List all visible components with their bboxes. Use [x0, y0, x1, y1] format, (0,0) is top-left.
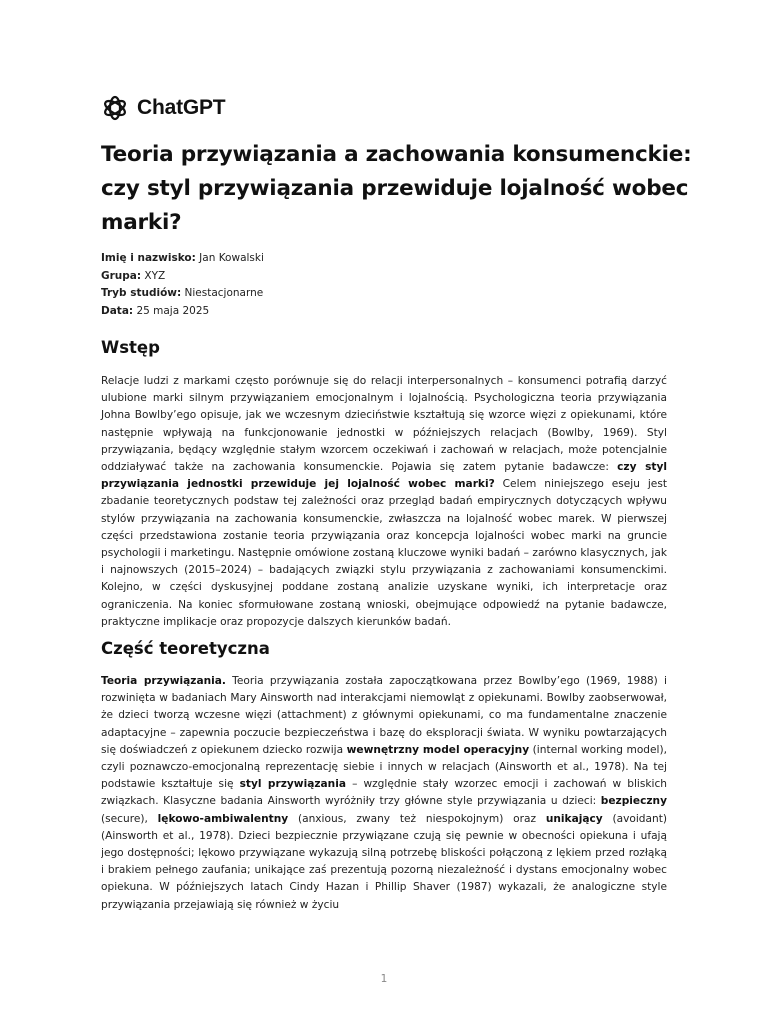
theory-term-anxious: lękowo-ambiwalentny: [157, 812, 289, 825]
chatgpt-logo: [101, 94, 225, 122]
theory-term-style: styl przywiązania: [239, 778, 347, 791]
theory-text-3: – względnie stały wzorzec emocji i zachowań w bliskich związkach. Klasyczne badania Ainsworth wyróżniły trzy główne style przywiązania u dzieci:: [101, 778, 667, 808]
meta-date-value: 25 maja 2025: [133, 304, 210, 317]
theory-text-1: Teoria przywiązania została zapoczątkowana przez Bowlby’ego (1969, 1988) i rozwinięta w badaniach Mary Ainsworth nad interakcjami niemowląt z opiekunami. Bowlby zaobserwował, że dzieci tworzą wczesne więzi (attachment) z głównymi opiekunami, co ma fundamentalne znaczenie adaptacyjne – zapewnia poczucie bezpieczeństwa i bazę do eksploracji świata. W wyniku powtarzających się doświadczeń z opiekunem dziecko rozwija: [101, 675, 667, 756]
theory-text-5: (anxious, zwany też niespokojnym) oraz: [288, 812, 546, 825]
openai-logo-icon: [101, 94, 129, 122]
section-heading-intro: Wstęp: [101, 338, 160, 357]
document-title: Teoria przywiązania a zachowania konsumenckie: czy styl przywiązania przewiduje lojalność wobec marki?: [101, 142, 692, 235]
meta-name: [101, 250, 661, 268]
meta-mode: [101, 285, 661, 303]
theory-term-avoidant: unikający: [545, 812, 603, 825]
intro-paragraph: [101, 373, 667, 631]
theory-term-model: wewnętrzny model operacyjny: [346, 743, 530, 756]
meta-name-value: Jan Kowalski: [195, 252, 264, 264]
meta-group-label: Grupa:: [101, 269, 142, 282]
meta-name-label: Imię i nazwisko:: [101, 252, 196, 264]
meta-group: [101, 268, 661, 286]
brand-name: ChatGPT: [137, 96, 226, 119]
theory-text-2: (internal working model), czyli poznawczo-emocjonalną reprezentację siebie i innych w relacjach (Ainsworth et al., 1978). Na tej podstawie kształtuje się: [101, 743, 667, 791]
theory-paragraph: [101, 673, 667, 913]
theory-text-4: (secure),: [101, 812, 158, 825]
intro-text-1: Relacje ludzi z markami często porównuje się do relacji interpersonalnych – konsumenci potrafią darzyć ulubione marki silnym przywiązaniem emocjonalnym i lojalnością. Psychologiczna teoria przywiązania Johna Bowlby’ego opisuje, jak we wczesnym dzieciństwie kształtują się wzorce więzi z opiekunami, które następnie wpływają na funkcjonowanie jednostki w późniejszych relacjach (Bowlby, 1969). Styl przywiązania, będący względnie stałym wzorcem oczekiwań i zachowań w relacjach, może potencjalnie oddziaływać także na zachowania konsumenckie. Pojawia się zatem pytanie badawcze:: [101, 375, 667, 474]
meta-date: [101, 303, 661, 321]
meta-date-label: Data:: [101, 304, 134, 317]
intro-text-2: Celem niniejszego eseju jest zbadanie teoretycznych podstaw tej zależności oraz przegląd badań empirycznych dotyczących wpływu stylów przywiązania na zachowania konsumenckie, zwłaszcza na lojalność wobec marek. W pierwszej części przedstawiona zostanie teoria przywiązania oraz koncepcja lojalności wobec marki na gruncie psychologii i marketingu. Następnie omówione zostaną kluczowe wyniki badań – zarówno klasycznych, jak i najnowszych (2015–2024) – badających związki stylu przywiązania z zachowaniami konsumenckimi. Kolejno, w części dyskusyjnej poddane zostaną analizie uzyskane wyniki, ich interpretacje oraz ograniczenia. Na koniec sformułowane zostaną wnioski, obejmujące odpowiedź na pytanie badawcze, praktyczne implikacje oraz propozycje dalszych kierunków badań.: [101, 478, 667, 628]
meta-mode-label: Tryb studiów:: [101, 287, 182, 299]
author-info: [101, 250, 661, 320]
theory-lead: Teoria przywiązania.: [101, 675, 226, 687]
theory-text-6: (avoidant) (Ainsworth et al., 1978). Dzieci bezpiecznie przywiązane czują się pewnie w obecności opiekuna i ufają jego dostępności; lękowo przywiązane wykazują silną potrzebę bliskości połączoną z lękiem przed rozłąką i brakiem pełnego zaufania; unikające zaś prezentują pozorną niezależność i dystans emocjonalny wobec opiekuna. W późniejszych latach Cindy Hazan i Phillip Shaver (1987) wykazali, że analogiczne style przywiązania przejawiają się również w życiu: [101, 812, 667, 911]
theory-term-secure: bezpieczny: [600, 795, 667, 808]
section-heading-theory: Część teoretyczna: [101, 639, 270, 658]
research-question: czy styl przywiązania jednostki przewiduje jej lojalność wobec marki?: [101, 461, 667, 491]
meta-group-value: XYZ: [141, 269, 166, 282]
page-number: 1: [380, 973, 388, 985]
meta-mode-value: Niestacjonarne: [181, 287, 264, 299]
